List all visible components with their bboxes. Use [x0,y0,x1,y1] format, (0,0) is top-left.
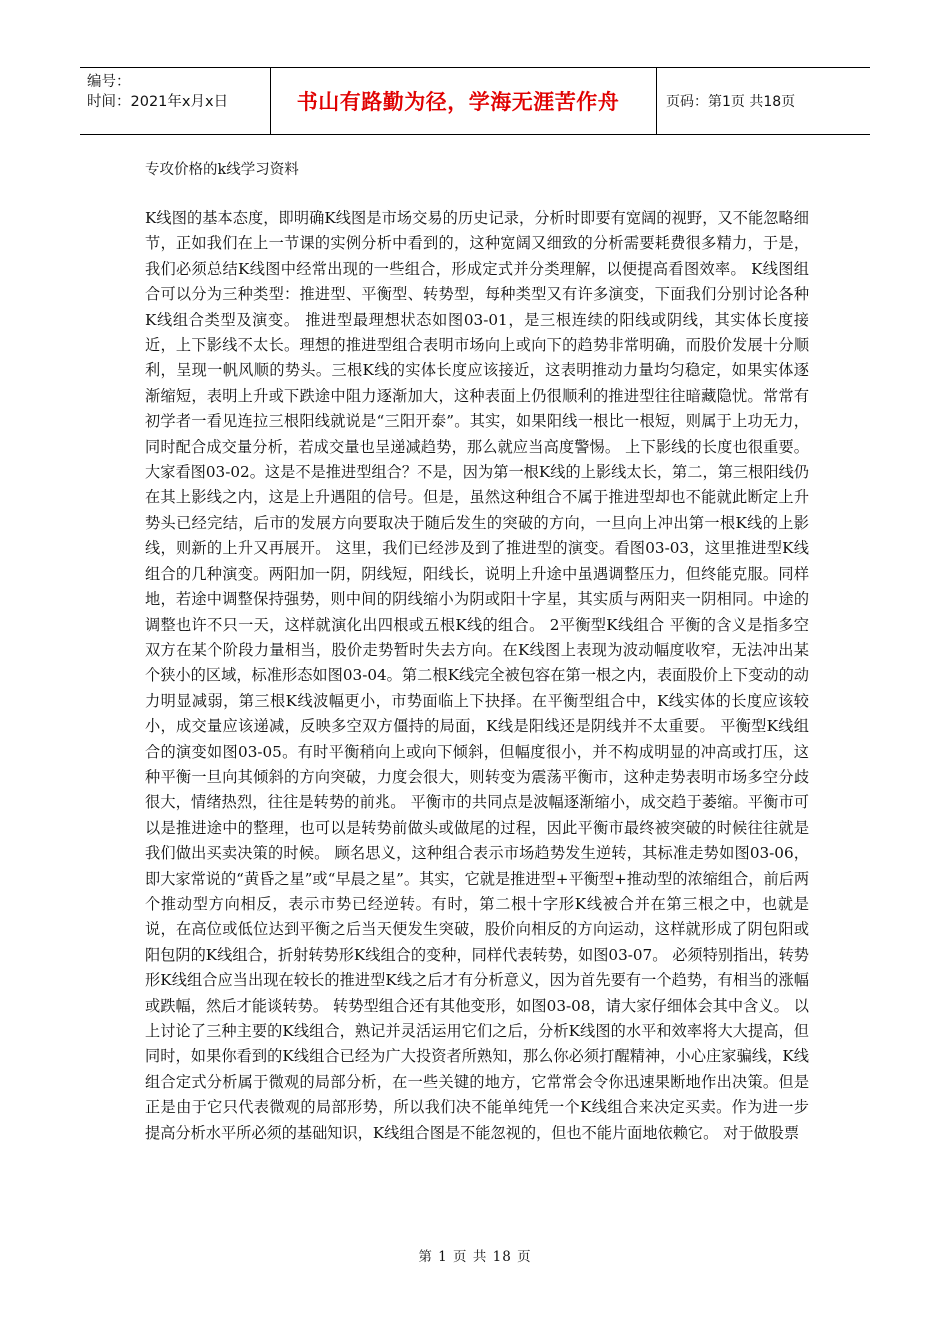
header-meta [87,72,228,112]
header-motto: 书山有路勤为径，学海无涯苦作舟 [296,90,620,114]
page-footer: 第 1 页 共 18 页 [418,1249,532,1265]
document-body: K线图的基本态度，即明确K线图是市场交易的历史记录，分析时即要有宽阔的视野，又不能忽略细节，正如我们在上一节课的实例分析中看到的，这种宽阔又细致的分析需要耗费很多精力，于是，我们必须总结K线图中经常出现的一些组合，形成定式并分类理解，以便提高看图效率。 K线图组合可以分为三种类型：推进型、平衡型、转势型，每种类型又有许多演变，下面我们分别讨论各种K线组合类型及演变。 推进型最理想状态如图03-01，是三根连续的阳线或阴线，其实体长度接近，上下影线不太长。理想的推进型组合表明市场向上或向下的趋势非常明确，而股价发展十分顺利，呈现一帆风顺的势头。三根K线的实体长度应该接近，这表明推动力量均匀稳定，如果实体逐渐缩短，表明上升或下跌途中阻力逐渐加大，这种表面上仍很顺利的推进型往往暗藏隐忧。常常有初学者一看见连拉三根阳线就说是“三阳开泰”。其实，如果阳线一根比一根短，则属于上功无力，同时配合成交量分析，若成交量也呈递减趋势，那么就应当高度警惕。 上下影线的长度也很重要。大家看图03-02。这是不是推进型组合？不是，因为第一根K线的上影线太长，第二，第三根阳线仍在其上影线之内，这是上升遇阻的信号。但是，虽然这种组合不属于推进型却也不能就此断定上升势头已经完结，后市的发展方向要取决于随后发生的突破的方向，一旦向上冲出第一根K线的上影线，则新的上升又再展开。 这里，我们已经涉及到了推进型的演变。看图03-03，这里推进型K线组合的几种演变。两阳加一阴，阴线短，阳线长，说明上升途中虽遇调整压力，但终能克服。同样地，若途中调整保持强势，则中间的阴线缩小为阴或阳十字星，其实质与两阳夹一阴相同。中途的调整也许不只一天，这样就演化出四根或五根K线的组合。 2平衡型K线组合 平衡的含义是指多空双方在某个阶段力量相当，股价走势暂时失去方向。在K线图上表现为波动幅度收窄，无法冲出某个狭小的区域，标准形态如图03-04。第二根K线完全被包容在第一根之内，表面股价上下变动的动力明显减弱，第三根K线波幅更小，市势面临上下抉择。在平衡型组合中，K线实体的长度应该较小，成交量应该递减，反映多空双方僵持的局面，K线是阳线还是阴线并不太重要。 平衡型K线组合的演变如图03-05。有时平衡稍向上或向下倾斜，但幅度很小，并不构成明显的冲高或打压，这种平衡一旦向其倾斜的方向突破，力度会很大，则转变为震荡平衡市，这种走势表明市场多空分歧很大，情绪热烈，往往是转势的前兆。 平衡市的共同点是波幅逐渐缩小，成交趋于萎缩。平衡市可以是推进途中的整理，也可以是转势前做头或做尾的过程，因此平衡市最终被突破的时候往往就是我们做出买卖决策的时候。 顾名思义，这种组合表示市场趋势发生逆转，其标准走势如图03-06，即大家常说的“黄昏之星”或“早晨之星”。其实，它就是推进型+平衡型+推动型的浓缩组合，前后两个推动型方向相反，表示市势已经逆转。有时，第二根十字形K线被合并在第三根之中，也就是说，在高位或低位达到平衡之后当天便发生突破，股价向相反的方向运动，这样就形成了阴包阳或阳包阴的K线组合，折射转势形K线组合的变种，同样代表转势，如图03-07。 必须特别指出，转势形K线组合应当出现在较长的推进型K线之后才有分析意义，因为首先要有一个趋势，有相当的涨幅或跌幅，然后才能谈转势。 转势型组合还有其他变形，如图03-08，请大家仔细体会其中含义。 以上讨论了三种主要的K线组合，熟记并灵活运用它们之后，分析K线图的水平和效率将大大提高，但同时，如果你看到的K线组合已经为广大投资者所熟知，那么你必须打醒精神，小心庄家骗线，K线组合定式分析属于微观的局部分析，在一些关键的地方，它常常会令你迅速果断地作出决策。但是正是由于它只代表微观的局部形势，所以我们决不能单纯凭一个K线组合来决定买卖。作为进一步提高分析水平所必须的基础知识，K线组合图是不能忽视的，但也不能片面地依赖它。 对于做股票 [145,209,810,1142]
page-header [80,67,870,135]
document-title: 专攻价格的k线学习资料 [145,162,299,178]
header-divider [656,68,657,134]
document-number-label: 编号： [87,74,131,90]
document-date-label: 时间：2021年x月x日 [87,94,229,110]
header-page-info: 页码：第1页 共18页 [666,94,796,110]
